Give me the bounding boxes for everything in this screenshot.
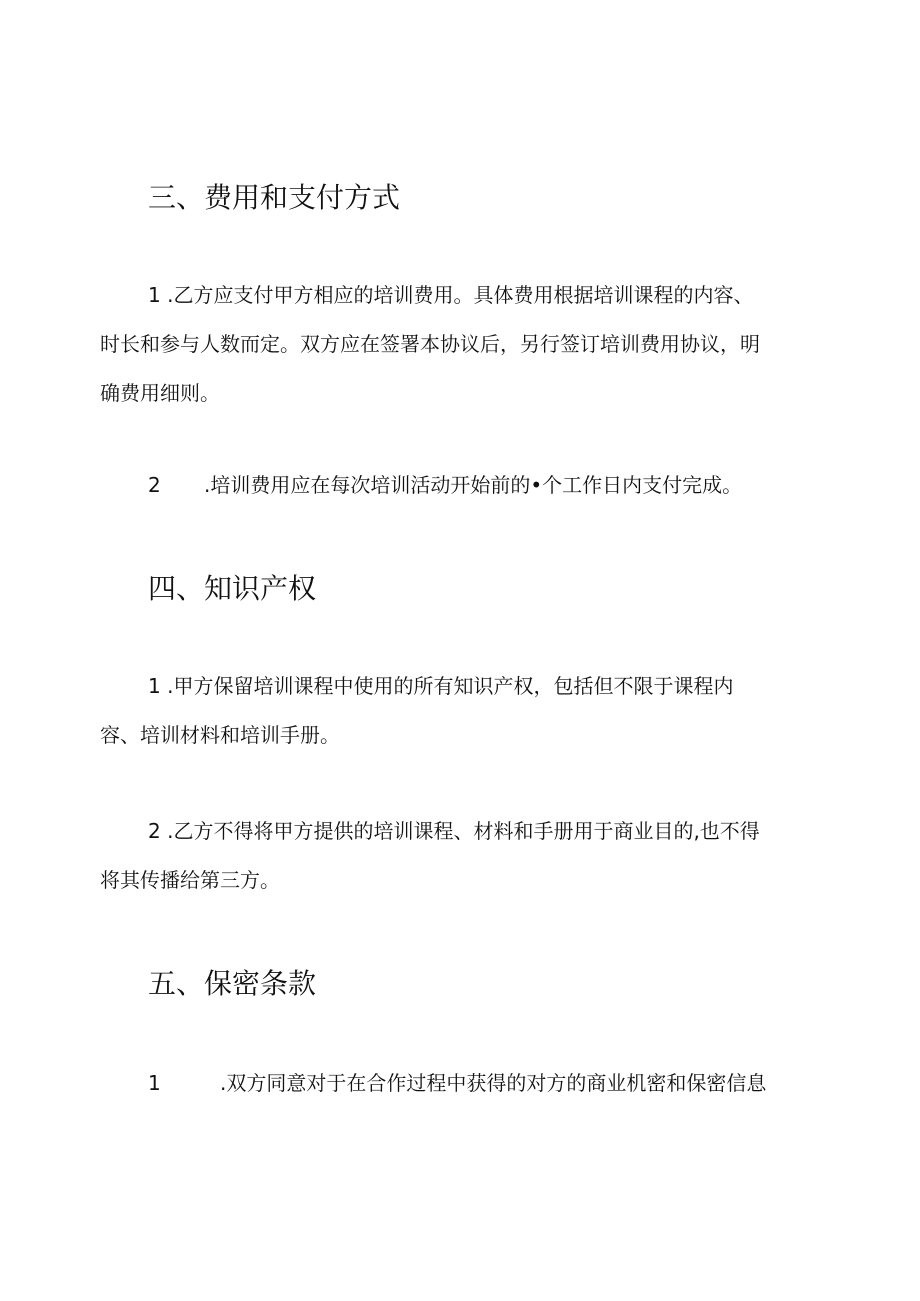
paragraph-line: 1 .乙方应支付甲方相应的培训费用。具体费用根据培训课程的内容、	[148, 283, 754, 307]
paragraph-line: 1 .甲方保留培训课程中使用的所有知识产权，包括但不限于课程内	[148, 674, 734, 698]
section-heading-confidentiality: 五、保密条款	[148, 967, 317, 1000]
item-number: 2	[148, 473, 161, 497]
paragraph-line: 2 .乙方不得将甲方提供的培训课程、材料和手册用于商业目的,也不得	[148, 819, 760, 843]
paragraph-fees-2	[100, 465, 820, 505]
paragraph-line: 容、培训材料和培训手册。	[100, 723, 340, 747]
item-text: .培训费用应在每次培训活动开始前的•个工作日内支付完成。	[204, 473, 743, 497]
paragraph-line	[100, 1063, 820, 1103]
paragraph-confidentiality-1	[100, 1063, 820, 1103]
paragraph-ip-1	[100, 666, 820, 755]
paragraph-ip-2	[100, 811, 820, 900]
section-heading-ip: 四、知识产权	[148, 572, 317, 605]
paragraph-fees-1	[100, 275, 820, 413]
paragraph-line: 确费用细则。	[100, 381, 220, 405]
item-text: .双方同意对于在合作过程中获得的对方的商业机密和保密信息	[220, 1071, 767, 1095]
item-number: 1	[148, 1071, 161, 1095]
paragraph-line	[100, 465, 820, 505]
paragraph-line: 将其传播给第三方。	[100, 868, 280, 892]
paragraph-line: 时长和参与人数而定。双方应在签署本协议后，另行签订培训费用协议，明	[100, 332, 760, 356]
section-heading-fees: 三、费用和支付方式	[148, 181, 401, 214]
